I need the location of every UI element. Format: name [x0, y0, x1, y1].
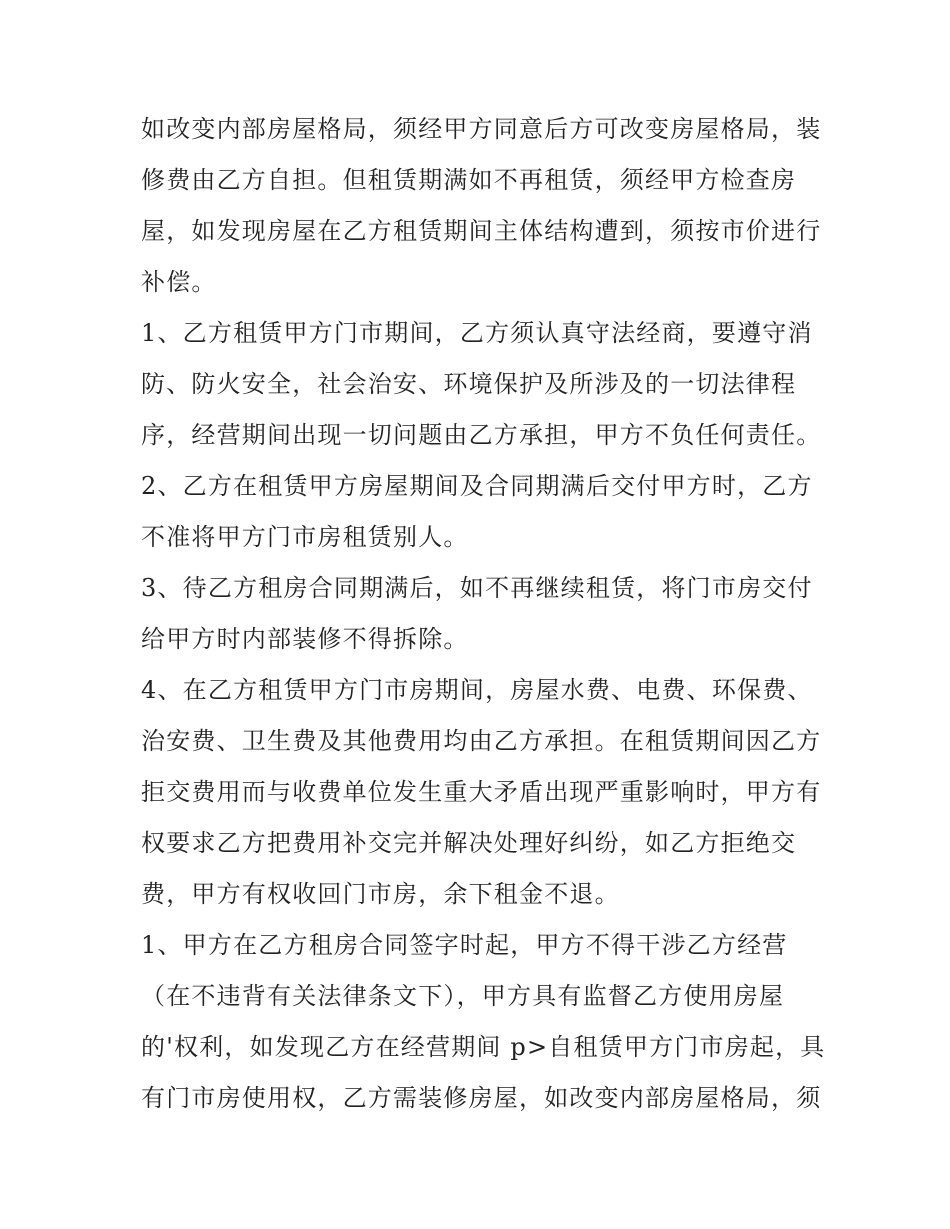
text-line: 不准将甲方门市房租赁别人。 — [141, 523, 469, 551]
text-line: （在不违背有关法律条文下），甲方具有监督乙方使用房屋 — [141, 982, 785, 1010]
text-line: 有门市房使用权，乙方需装修房屋，如改变内部房屋格局，须 — [141, 1084, 822, 1112]
text-line: 4、在乙方租赁甲方门市房期间，房屋水费、电费、环保费、 — [141, 676, 813, 704]
text-line: 2、乙方在租赁甲方房屋期间及合同期满后交付甲方时，乙方 — [141, 472, 813, 500]
text-line: 权要求乙方把费用补交完并解决处理好纠纷，如乙方拒绝交 — [141, 829, 797, 857]
text-line: 治安费、卫生费及其他费用均由乙方承担。在租赁期间因乙方 — [141, 727, 822, 755]
text-line: 1、甲方在乙方租房合同签字时起，甲方不得干涉乙方经营 — [141, 931, 788, 959]
text-line: 拒交费用而与收费单位发生重大矛盾出现严重影响时，甲方有 — [141, 778, 822, 806]
text-line: 的'权利，如发现乙方在经营期间 p>自租赁甲方门市房起，具 — [141, 1033, 826, 1061]
text-line: 费，甲方有权收回门市房，余下租金不退。 — [141, 880, 620, 908]
text-line: 如改变内部房屋格局，须经甲方同意后方可改变房屋格局，装 — [141, 115, 822, 143]
text-line: 屋，如发现房屋在乙方租赁期间主体结构遭到，须按市价进行 — [141, 217, 822, 245]
text-line: 1、乙方租赁甲方门市期间，乙方须认真守法经商，要遵守消 — [141, 319, 813, 347]
text-line: 序，经营期间出现一切问题由乙方承担，甲方不负任何责任。 — [141, 421, 822, 449]
document-body — [141, 104, 826, 1124]
text-line: 防、防火安全，社会治安、环境保护及所涉及的一切法律程 — [141, 370, 797, 398]
text-line: 修费由乙方自担。但租赁期满如不再租赁，须经甲方检查房 — [141, 166, 797, 194]
text-line: 3、待乙方租房合同期满后，如不再继续租赁，将门市房交付 — [141, 574, 813, 602]
text-line: 补偿。 — [141, 268, 217, 296]
text-line: 给甲方时内部装修不得拆除。 — [141, 625, 469, 653]
